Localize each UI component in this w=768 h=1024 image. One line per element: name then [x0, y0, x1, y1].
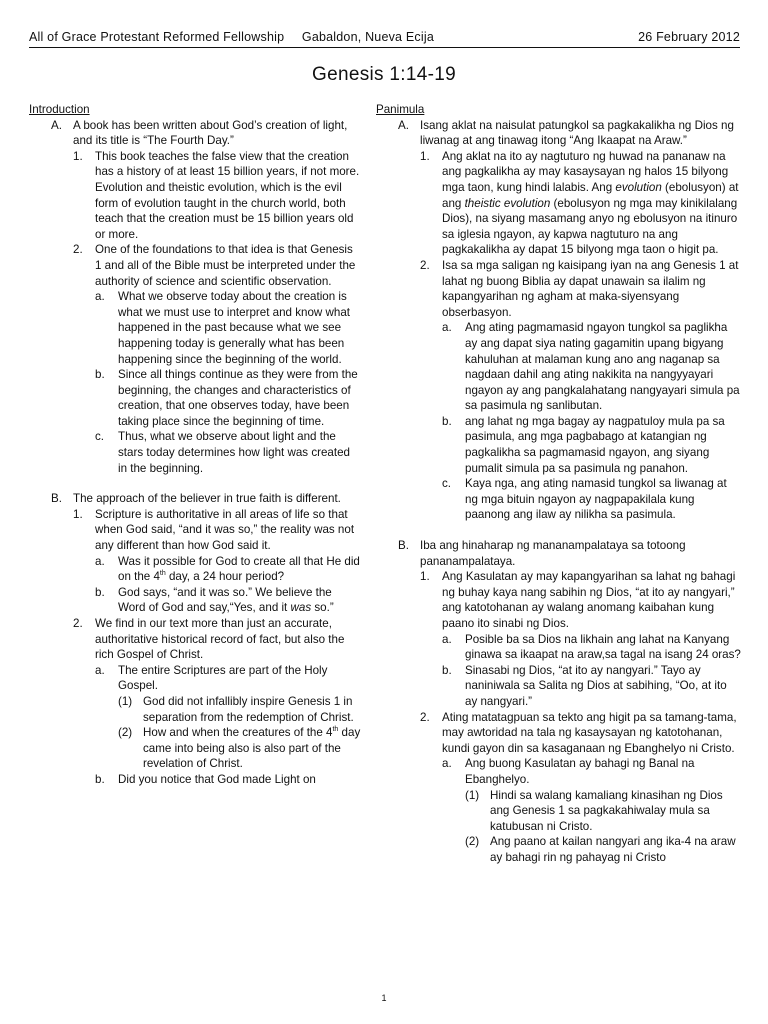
outline-label: 1. [420, 149, 430, 163]
outline-text: Isang aklat na naisulat patungkol sa pagkakalikha ng Dios ng liwanag at ang tinawag itong “Ang Ikaapat na Araw.” [420, 118, 734, 148]
outline-item-b2a1 [376, 788, 742, 835]
outline-item-b1a [29, 554, 361, 585]
outline-item-a2 [29, 242, 361, 289]
outline-item-b2a1 [29, 694, 361, 725]
outline-text: Sinasabi ng Dios, “at ito ay nangyari.” Tayo ay naniniwala sa Salita ng Dios at sabihing, “Oo, at ito ay nangyari.” [465, 663, 727, 708]
outline-item-a2 [376, 258, 742, 320]
emphasis-text: was [290, 601, 312, 615]
outline-label: A. [51, 118, 62, 132]
outline-label: c. [442, 477, 452, 491]
outline-text: God says, “and it was so.” We believe the Word of God and say,“Yes, and it [118, 585, 332, 615]
outline-text: A book has been written about God’s creation of light, and its title is “The Fourth Day.” [73, 118, 348, 148]
outline-text: Ang aklat na ito ay nagtuturo ng huwad na pananaw na ang pagkalikha ay may kasaysayan ng halos 15 bilyong mga taon, kung hindi lalabis. Ang [442, 149, 729, 194]
outline-item-b2a [376, 756, 742, 787]
page-title: Genesis 1:14-19 [312, 64, 456, 85]
outline-label: b. [95, 368, 105, 382]
outline-label: a. [95, 290, 105, 304]
outline-item-b2a2 [29, 725, 361, 772]
outline-item-b1b [376, 663, 742, 710]
emphasis-text: evolution [615, 180, 662, 194]
outline-item-a2c [376, 476, 742, 523]
outline-label: 2. [73, 243, 83, 257]
outline-text: What we observe today about the creation is what we must use to interpret and know what happened in the past because what we see happening today is generally what has been happening since the beginning of the world. [118, 290, 350, 366]
outline-label: B. [51, 492, 62, 506]
outline-label: (2) [118, 726, 133, 740]
header-left [29, 29, 434, 47]
outline-text: How and when the creatures of the 4 [143, 726, 333, 740]
outline-label: 1. [420, 570, 430, 584]
header-date: 26 February 2012 [638, 30, 740, 44]
outline-text: Thus, what we observe about light and the stars today determines how light was created in the beginning. [118, 430, 350, 475]
outline-text: day came into being also is also part of the revelation of Christ. [143, 726, 361, 771]
outline-item-b2a [29, 663, 361, 694]
outline-text: Isa sa mga saligan ng kaisipang iyan na ang Genesis 1 at lahat ng buong Biblia ay dapat unawain sa ilalim ng kapangyarihan ng agham at maka-siyensyang obserbasyon. [442, 258, 739, 319]
outline-text: so.” [311, 601, 334, 615]
page-number: 1 [381, 993, 387, 1003]
outline-label: b. [95, 772, 105, 786]
outline-text: Ang paano at kailan nangyari ang ika-4 na araw ay bahagi rin ng pahayag ni Cristo [490, 835, 736, 864]
outline-label: A. [398, 118, 409, 132]
running-header [29, 29, 740, 48]
outline-text: ang lahat ng mga bagay ay nagpatuloy mula pa sa pasimula, ang mga pagbabago at katangian ng pagkalikha sa pagmamasid ngayon, ang siyang pumalit simula pa sa pasimula ng panahon. [465, 414, 725, 475]
outline-text: The approach of the believer in true faith is different. [73, 492, 341, 506]
outline-item-b2 [29, 616, 361, 663]
outline-item-b2b [29, 772, 361, 788]
outline-text: Was it possible for God to create all that He did on the 4 [118, 554, 360, 584]
outline-text: (ebolusyon) at ang [442, 180, 739, 210]
english-column [29, 102, 361, 788]
outline-item-b [29, 491, 361, 507]
section-heading-introduction: Introduction [29, 103, 90, 116]
outline-item-a2b [29, 367, 361, 429]
outline-label: b. [442, 663, 452, 677]
outline-label: 2. [73, 617, 83, 630]
outline-label: 2. [420, 258, 430, 272]
outline-label: b. [95, 585, 105, 599]
ordinal-suffix: th [159, 570, 166, 578]
outline-label: a. [442, 632, 452, 646]
outline-text: Ating matatagpuan sa tekto ang higit pa sa tamang-tama, may awtoridad na tala ng kasaysayan ng katotohanan, kundi gayon din sa kasaganaan ng Ebanghelyo ni Cristo. [442, 710, 737, 755]
outline-text: Did you notice that God made Light on [118, 772, 316, 786]
outline-label: c. [95, 430, 105, 444]
header-org: All of Grace Protestant Reformed Fellowship [29, 30, 285, 44]
outline-text: Iba ang hinaharap ng mananampalataya sa totoong pananampalataya. [420, 539, 686, 568]
outline-label: b. [442, 414, 452, 428]
outline-text: One of the foundations to that idea is that Genesis 1 and all of the Bible must be interpreted under the authority of science and scientific observation. [95, 243, 356, 288]
outline-text: Scripture is authoritative in all areas of life so that when God said, “and it was so,” the reality was not any different than how God said it. [95, 507, 355, 553]
outline-label: (1) [465, 788, 480, 802]
outline-item-a2a [376, 320, 742, 414]
emphasis-text: theistic evolution [464, 196, 551, 210]
outline-item-a2c [29, 429, 361, 476]
outline-text: Ang buong Kasulatan ay bahagi ng Banal na Ebanghelyo. [465, 757, 695, 786]
header-location: Gabaldon, Nueva Ecija [301, 30, 434, 44]
outline-label: (2) [465, 835, 480, 849]
outline-text: The entire Scriptures are part of the Holy Gospel. [118, 663, 328, 693]
outline-text: Since all things continue as they were from the beginning, the changes and characteristics of creation, that one observes today, have been taking place since the beginning of time. [118, 368, 358, 428]
outline-item-a [376, 118, 742, 149]
section-heading-panimula: Panimula [376, 103, 425, 116]
outline-text: (ebolusyon ng mga may kinikilalang Dios), na siyang masamang anyo ng ebolusyon na itinuro sa iglesia ngayon, ay kapwa nagtuturo na ang pagkakalikha ay dapat 15 bilyong mga taon o higit pa. [442, 196, 738, 257]
ordinal-suffix: th [332, 726, 339, 734]
outline-item-a1 [376, 149, 742, 258]
outline-item-a2b [376, 414, 742, 476]
outline-text: Kaya nga, ang ating namasid tungkol sa liwanag at ng mga bituin ngayon ay nagpapakilala kung paanong ang ilaw ay nilikha sa pasimula. [465, 477, 727, 522]
outline-item-a [29, 118, 361, 149]
outline-label: (1) [118, 694, 133, 708]
outline-label: 2. [420, 710, 430, 724]
outline-label: a. [442, 321, 452, 335]
outline-label: 1. [73, 149, 83, 163]
outline-label: a. [442, 757, 452, 771]
outline-item-b2a2 [376, 834, 742, 865]
outline-item-a2a [29, 289, 361, 367]
outline-item-b1b [29, 585, 361, 616]
outline-item-a1 [29, 149, 361, 243]
outline-text: We find in our text more than just an accurate, authoritative historical record of fact, but also the rich Gospel of Christ. [95, 617, 345, 662]
outline-label: a. [95, 554, 105, 568]
outline-item-b1a [376, 632, 742, 663]
outline-label: a. [95, 663, 105, 677]
outline-item-b [376, 538, 742, 569]
outline-item-b2 [376, 710, 742, 757]
outline-text: day, a 24 hour period? [165, 570, 285, 584]
outline-text: Ang Kasulatan ay may kapangyarihan sa lahat ng bahagi ng buhay kaya nang sabihin ng Dios, “at ito ay nangyari,” ang katotohanan ay walang anomang kaibahan kung paano ito sinabi ng Dios. [442, 570, 736, 630]
outline-item-b1 [29, 507, 361, 554]
outline-text: Posible ba sa Dios na likhain ang lahat na Kanyang ginawa sa ikaapat na araw,sa tagal na isang 24 oras? [465, 632, 741, 662]
outline-text: God did not infallibly inspire Genesis 1 in separation from the redemption of Christ. [143, 694, 354, 724]
outline-text: Ang ating pagmamasid ngayon tungkol sa paglikha ay ang dapat siya nating gagamitin upang bigyang kahuluhan at malaman kung ano ang naganap sa nagdaan dahil ang ating nakikita na nangyyayari ngayon ay ang pangkalahatang nangyayari simula pa sa pasimula ng sanlibutan. [465, 321, 740, 413]
outline-text: Hindi sa walang kamaliang kinasihan ng Dios ang Genesis 1 sa pagkakahiwalay mula sa katubusan ni Cristo. [490, 788, 723, 833]
outline-item-b1 [376, 569, 742, 631]
outline-label: B. [398, 539, 409, 553]
outline-text: This book teaches the false view that the creation has a history of at least 15 billion years, if not more. Evolution and theistic evolution, which is the evil form of evolution taught in the church world, both teach that the creation must be 15 billion years old or more. [95, 149, 360, 241]
tagalog-column [376, 102, 742, 866]
outline-label: 1. [73, 507, 83, 521]
